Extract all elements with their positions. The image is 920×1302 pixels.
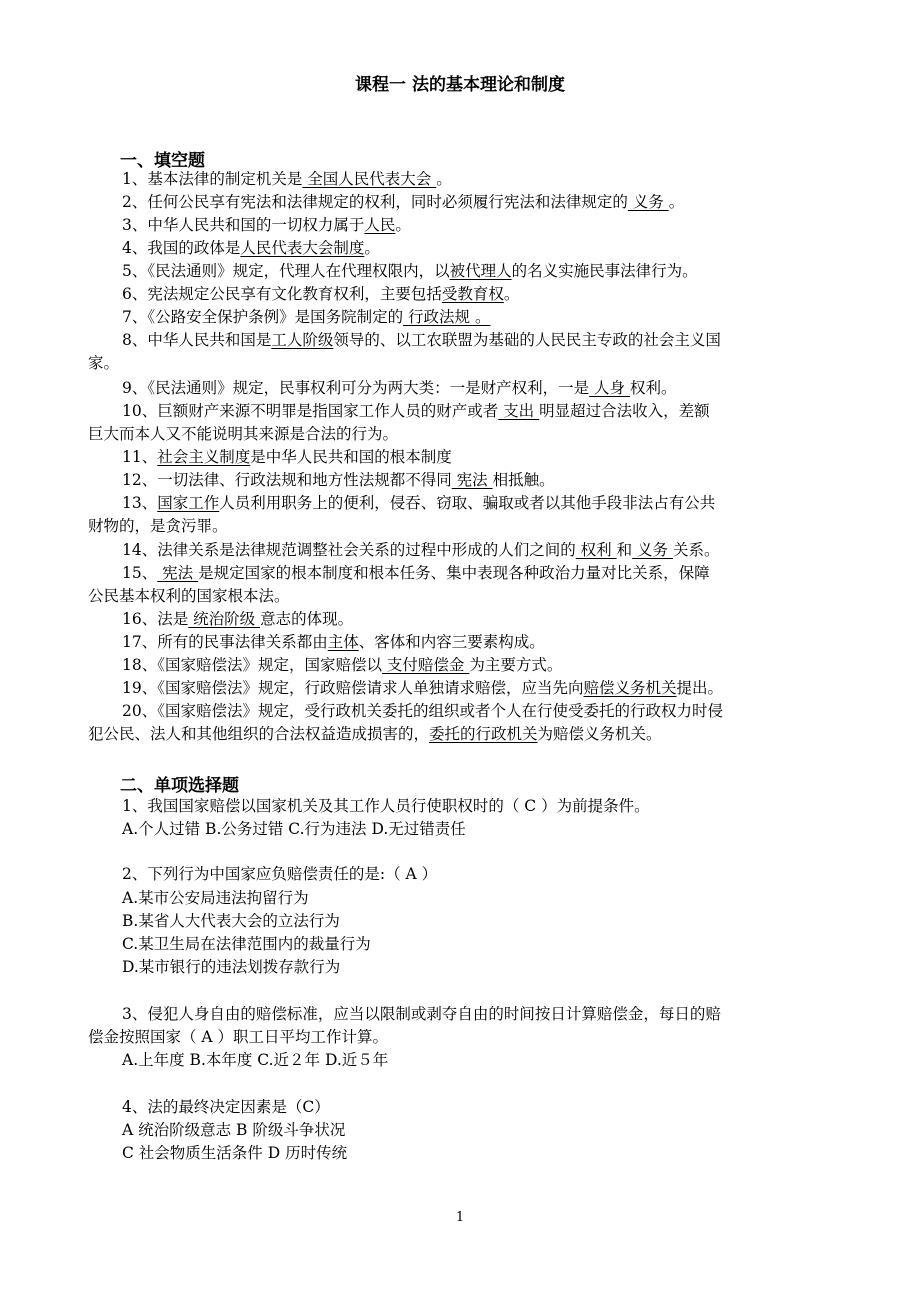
fill-question-18: 18、《国家赔偿法》规定，国家赔偿以 支付赔偿金 为主要方式。 xyxy=(122,656,563,674)
fill-question-20-cont: 犯公民、法人和其他组织的合法权益造成损害的，委托的行政机关为赔偿义务机关。 xyxy=(88,725,662,743)
fill-question-5: 5、《民法通则》规定，代理人在代理权限内，以被代理人的名义实施民事法律行为。 xyxy=(122,262,698,280)
fill-question-8-cont: 家。 xyxy=(88,354,120,372)
fill-question-15: 15、 宪法 是规定国家的根本制度和根本任务、集中表现各种政治力量对比关系，保障 xyxy=(122,564,710,582)
answer: 被代理人 xyxy=(449,262,512,280)
fill-question-3: 3、中华人民共和国的一切权力属于人民。 xyxy=(122,216,411,234)
answer: 宪法 xyxy=(157,564,199,582)
answer: 受教育权 xyxy=(441,285,504,303)
choice-option-2c: C.某卫生局在法律范围内的裁量行为 xyxy=(122,935,371,953)
fill-question-13-cont: 财物的，是贪污罪。 xyxy=(88,517,228,535)
choice-question-3: 3、侵犯人身自由的赔偿标准，应当以限制或剥夺自由的时间按日计算赔偿金，每日的赔 xyxy=(122,1005,721,1023)
answer: 社会主义制度 xyxy=(157,448,251,466)
answer: 人民 xyxy=(364,216,396,234)
section-heading-fill: 一、填空题 xyxy=(120,151,205,171)
answer: 支付赔偿金 xyxy=(381,656,470,674)
fill-question-8: 8、中华人民共和国是工人阶级领导的、以工农联盟为基础的人民民主专政的社会主义国 xyxy=(122,331,721,349)
fill-question-17: 17、所有的民事法律关系都由主体、客体和内容三要素构成。 xyxy=(122,633,545,651)
answer: 义务 xyxy=(632,541,673,559)
choice-question-2: 2、下列行为中国家应负赔偿责任的是:（ A ） xyxy=(122,865,438,883)
page-title: 课程一 法的基本理论和制度 xyxy=(355,75,565,95)
answer: 赔偿义务机关 xyxy=(583,679,677,697)
fill-question-15-cont: 公民基本权利的国家根本法。 xyxy=(88,587,290,605)
choice-option-2a: A.某市公安局违法拘留行为 xyxy=(122,889,309,907)
answer: 委托的行政机关 xyxy=(429,725,538,743)
answer: 宪法 xyxy=(451,471,493,489)
fill-question-12: 12、一切法律、行政法规和地方性法规都不得同 宪法 相抵触。 xyxy=(122,471,555,489)
fill-question-14: 14、法律关系是法律规范调整社会关系的过程中形成的人们之间的 权利 和 义务 关系。 xyxy=(122,541,720,559)
section-heading-choice: 二、单项选择题 xyxy=(120,776,239,796)
choice-options-3: A.上年度 B.本年度 C.近２年 D.近５年 xyxy=(122,1051,389,1069)
answer: 统治阶级 xyxy=(188,610,261,628)
fill-question-20: 20、《国家赔偿法》规定，受行政机关委托的组织或者个人在行使受委托的行政权力时侵 xyxy=(122,702,723,720)
fill-question-19: 19、《国家赔偿法》规定，行政赔偿请求人单独请求赔偿，应当先向赔偿义务机关提出。 xyxy=(122,679,724,697)
answer: 工人阶级 xyxy=(271,331,334,349)
fill-question-6: 6、宪法规定公民享有文化教育权利，主要包括受教育权。 xyxy=(122,285,520,303)
answer: 人身 xyxy=(589,379,630,397)
fill-question-9: 9、《民法通则》规定，民事权利可分为两大类：一是财产权利，一是 人身 权利。 xyxy=(122,379,677,397)
answer: 主体 xyxy=(327,633,359,651)
choice-option-2b: B.某省人大代表大会的立法行为 xyxy=(122,912,340,930)
fill-question-10-cont: 巨大而本人又不能说明其来源是合法的行为。 xyxy=(88,425,399,443)
choice-option-2d: D.某市银行的违法划拨存款行为 xyxy=(122,958,341,976)
fill-question-13: 13、国家工作人员利用职务上的便利，侵吞、窃取、骗取或者以其他手段非法占有公共 xyxy=(122,494,716,512)
fill-question-7: 7、《公路安全保护条例》是国务院制定的 行政法规 。 xyxy=(122,308,491,326)
answer: 人民代表大会制度 xyxy=(240,239,365,257)
choice-options-4ab: A 统治阶级意志 B 阶级斗争状况 xyxy=(122,1121,346,1139)
fill-question-16: 16、法是 统治阶级 意志的体现。 xyxy=(122,610,354,628)
choice-question-4: 4、法的最终决定因素是（C） xyxy=(122,1098,330,1116)
fill-question-1: 1、基本法律的制定机关是 全国人民代表大会 。 xyxy=(122,170,452,188)
answer: 义务 xyxy=(627,193,669,211)
page-number: 1 xyxy=(455,1210,465,1225)
choice-question-1: 1、我国国家赔偿以国家机关及其工作人员行使职权时的（ C ）为前提条件。 xyxy=(122,797,650,815)
fill-question-10: 10、巨额财产来源不明罪是指国家工作人员的财产或者 支出 明显超过合法收入，差额 xyxy=(122,402,710,420)
fill-question-2: 2、任何公民享有宪法和法律规定的权利，同时必须履行宪法和法律规定的 义务 。 xyxy=(122,193,685,211)
answer: 支出 xyxy=(498,402,540,420)
answer: 国家工作 xyxy=(157,494,220,512)
answer: 全国人民代表大会 xyxy=(302,170,437,188)
choice-question-3-cont: 偿金按照国家（ A ）职工日平均工作计算。 xyxy=(88,1028,389,1046)
fill-question-4: 4、我国的政体是人民代表大会制度。 xyxy=(122,239,380,257)
answer: 行政法规 。 xyxy=(403,308,491,326)
answer: 权利 xyxy=(575,541,617,559)
choice-options-4cd: C 社会物质生活条件 D 历时传统 xyxy=(122,1144,348,1162)
choice-options-1: A.个人过错 B.公务过错 C.行为违法 D.无过错责任 xyxy=(122,820,466,838)
fill-question-11: 11、社会主义制度是中华人民共和国的根本制度 xyxy=(122,448,452,466)
